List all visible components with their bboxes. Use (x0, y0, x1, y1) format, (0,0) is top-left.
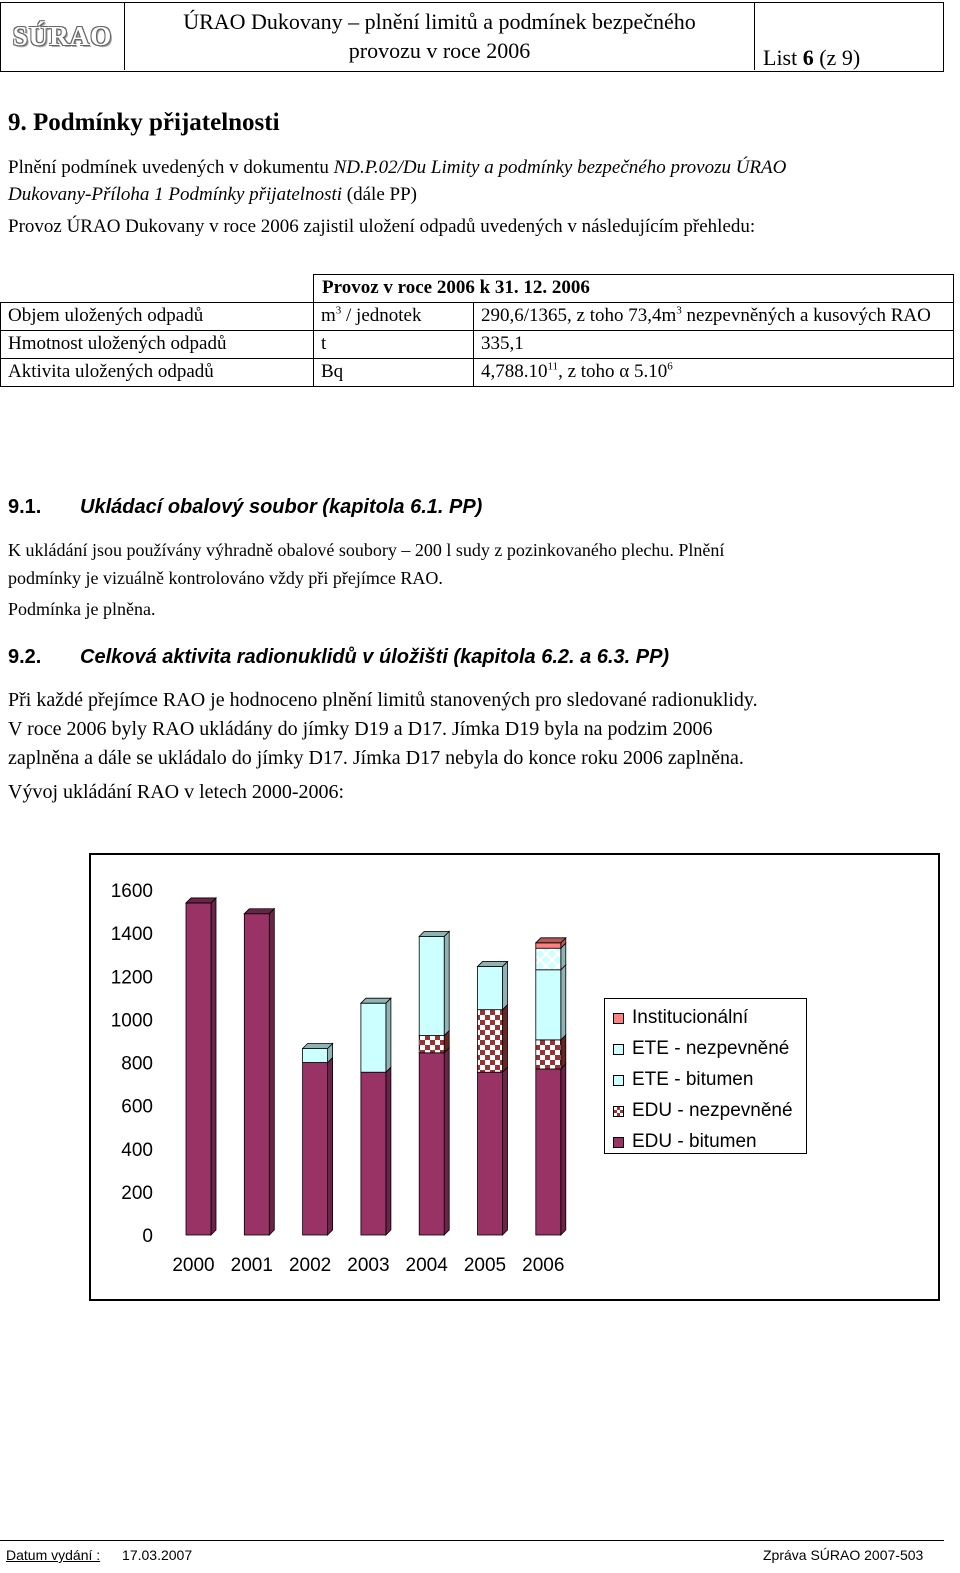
bar-segment-edu---bitumen (244, 914, 269, 1235)
y-tick-label: 1400 (110, 924, 153, 946)
bar-segment-edu---nezpevněné (478, 1010, 503, 1073)
bar-segment-edu---nezpevněné (419, 1036, 444, 1053)
bar-segment-institucionální (536, 943, 561, 948)
table-row: Hmotnost uložených odpadů t 335,1 (1, 331, 954, 359)
x-tick-label: 2006 (522, 1255, 565, 1276)
legend-swatch (613, 1106, 624, 1117)
intro-paragraph: Plnění podmínek uvedených v dokumentu ND.P.02/Du Limity a podmínky bezpečného provozu ÚRAO Dukovany-Příloha 1 Podmínky přijatelnosti (dále PP) (8, 157, 787, 205)
x-tick-label: 2003 (347, 1255, 390, 1276)
chart-legend (604, 998, 807, 1154)
y-tick-label: 200 (121, 1182, 153, 1204)
intro-line: Provoz ÚRAO Dukovany v roce 2006 zajistil uložení odpadů uvedených v následujícím přehledu: (8, 216, 756, 237)
document-reference: ND.P.02/Du Limity a podmínky bezpečného provozu ÚRAO (333, 157, 787, 178)
table-header: Provoz v roce 2006 k 31. 12. 2006 (322, 277, 590, 298)
bar-side-edu---bitumen (444, 1048, 449, 1235)
section-title: 9. Podmínky přijatelnosti (8, 109, 280, 136)
bar-segment-edu---bitumen (536, 1069, 561, 1235)
bar-segment-edu---bitumen (186, 903, 211, 1235)
bar-side-ete---bitumen (386, 998, 391, 1072)
bar-side-ete---bitumen (503, 962, 508, 1010)
bar-segment-ete---bitumen (361, 1003, 386, 1072)
legend-swatch (613, 1044, 624, 1055)
bar-segment-edu---bitumen (361, 1072, 386, 1235)
y-tick-label: 400 (121, 1139, 153, 1161)
legend-swatch (613, 1137, 624, 1148)
legend-item: EDU - bitumen (613, 1131, 757, 1153)
bar-segment-edu---bitumen (478, 1072, 503, 1235)
legend-item: EDU - nezpevněné (613, 1100, 793, 1122)
y-tick-label: 1600 (110, 881, 153, 902)
bar-side-edu---bitumen (269, 909, 274, 1235)
bar-segment-edu---nezpevněné (536, 1040, 561, 1069)
footer-date: Datum vydání : 17.03.2007 (6, 1547, 193, 1563)
y-tick-label: 0 (142, 1226, 153, 1247)
table-row: Objem uložených odpadů $m^3$ / jednotek 290,6/1365, z toho $73,4m^3$ nezpevněných a kusových RAO (1, 303, 954, 331)
surao-logo: SÚRAO (1, 3, 125, 70)
legend-item: ETE - nezpevněné (613, 1038, 789, 1060)
subsection-9-1-text: K ukládání jsou používány výhradně obalové soubory – 200 l sudy z pozinkovaného plechu. Plnění podmínky je vizuálně kontrolováno vždy při přejímce RAO. Podmínka je plněna. (8, 540, 725, 619)
legend-swatch (613, 1075, 624, 1086)
footer-divider (0, 1540, 944, 1541)
subsection-9-2-text: Při každé přejímce RAO je hodnoceno plnění limitů stanovených pro sledované radionuklidy. V roce 2006 byly RAO ukládány do jímky D19 a D17. Jímka D19 byla na podzim 2006 zaplněna a dále se ukládalo do jímky D17. Jímka D17 nebyla do konce roku 2006 zaplněna. Vývoj ukládání RAO v letech 2000-2006: (8, 689, 758, 803)
legend-swatch (613, 1013, 624, 1024)
bar-side-edu---bitumen (503, 1067, 508, 1235)
bar-side-edu---bitumen (386, 1067, 391, 1235)
legend-item: Institucionální (613, 1007, 748, 1029)
header-title: ÚRAO Dukovany – plnění limitů a podmínek bezpečného provozu v roce 2006 (125, 3, 755, 70)
bar-segment-ete---bitumen (303, 1048, 328, 1062)
bar-top (536, 938, 566, 943)
footer-report: Zpráva SÚRAO 2007-503 (763, 1547, 924, 1563)
bar-top (244, 909, 274, 914)
subsection-9-2-title: 9.2. Celková aktivita radionuklidů v úložišti (kapitola 6.2. a 6.3. PP) (8, 646, 670, 668)
subsection-9-1-title: 9.1. Ukládací obalový soubor (kapitola 6.1. PP) (8, 496, 483, 518)
x-tick-label: 2001 (230, 1255, 273, 1276)
page-counter: List 6 (z 9) (763, 45, 861, 70)
bar-top (361, 998, 391, 1003)
bar-segment-ete---nezpevněné (536, 948, 561, 970)
bar-side-edu---nezpevněné (503, 1005, 508, 1073)
bar-side-edu---bitumen (561, 1064, 566, 1235)
y-tick-label: 1000 (110, 1010, 153, 1032)
bar-segment-edu---bitumen (303, 1063, 328, 1236)
bar-side-ete---bitumen (561, 965, 566, 1040)
bar-top (419, 931, 449, 936)
legend-item: ETE - bitumen (613, 1069, 753, 1091)
y-tick-label: 600 (121, 1096, 153, 1118)
bar-side-edu---bitumen (328, 1058, 333, 1236)
bar-segment-edu---bitumen (419, 1053, 444, 1235)
x-tick-label: 2004 (405, 1255, 448, 1276)
bar-segment-ete---bitumen (536, 970, 561, 1040)
y-tick-label: 800 (121, 1053, 153, 1075)
bar-segment-ete---bitumen (419, 936, 444, 1035)
x-tick-label: 2000 (172, 1255, 215, 1276)
bar-side-edu---nezpevněné (561, 1035, 566, 1069)
bar-top (303, 1043, 333, 1048)
bar-top (478, 962, 508, 967)
bar-segment-ete---bitumen (478, 967, 503, 1010)
y-tick-label: 1200 (110, 967, 153, 989)
bar-side-edu---bitumen (211, 898, 216, 1235)
x-tick-label: 2005 (463, 1255, 507, 1276)
x-tick-label: 2002 (288, 1255, 332, 1276)
bar-side-ete---bitumen (444, 931, 449, 1035)
table-row: Aktivita uložených odpadů Bq 4,788.10$^{11}$, z toho α 5.10$^6$ (1, 359, 954, 387)
bar-top (186, 898, 216, 903)
